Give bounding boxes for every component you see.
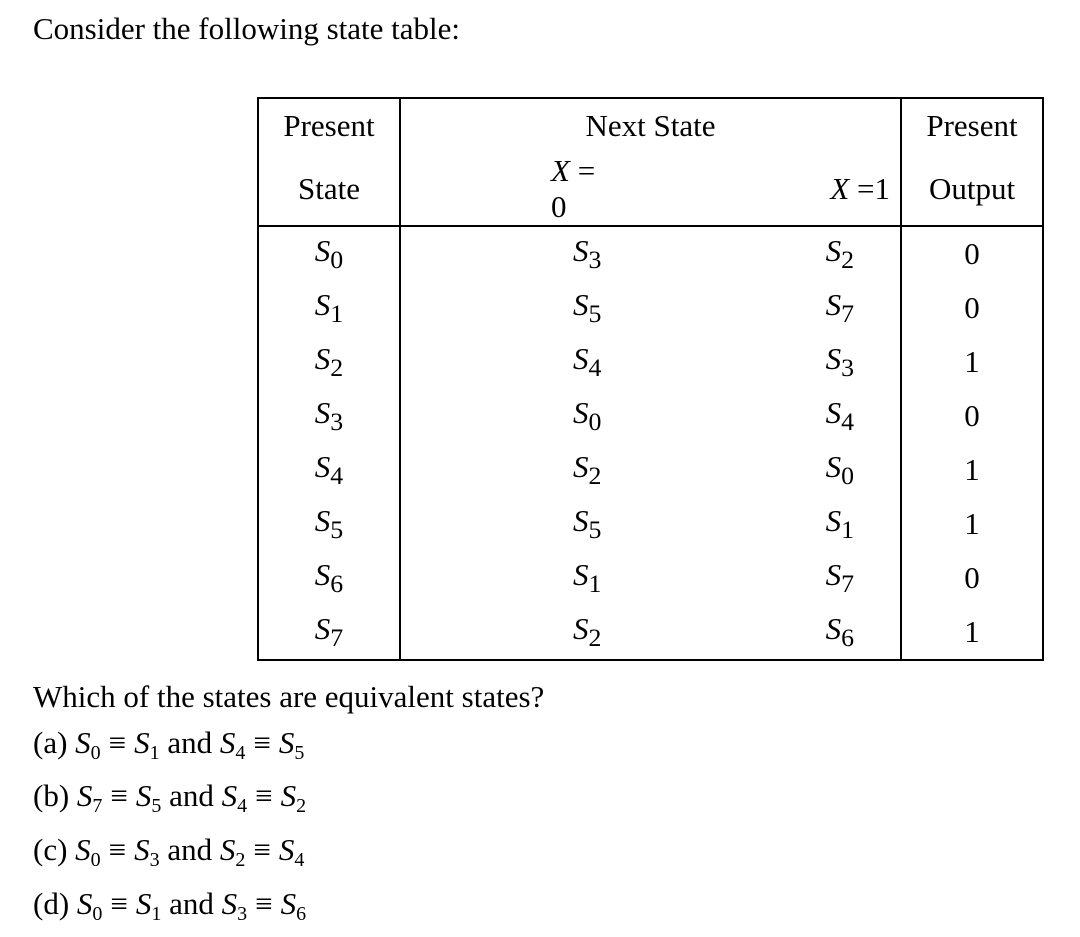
header-present-state-2: State	[258, 153, 400, 226]
present-state-cell: $S_5$	[258, 497, 400, 551]
state-table	[257, 97, 1042, 653]
next-state-x0-cell: $S_5$	[573, 502, 602, 545]
next-state-x1-cell: $S_4$	[825, 394, 854, 437]
header-present-output-2: Output	[901, 153, 1043, 226]
answer-option[interactable]: (a) $S_0 \equiv S_1$ and $S_4 \equiv S_5$	[33, 725, 305, 764]
present-output-cell: 0	[901, 281, 1043, 335]
option-label: (d)	[33, 886, 70, 921]
next-state-x1-cell: $S_7$	[825, 286, 854, 329]
next-state-x1-cell: $S_3$	[825, 340, 854, 383]
header-x1: X =1	[600, 153, 901, 226]
next-state-x0-cell: $S_2$	[573, 448, 602, 491]
next-state-x1-cell: $S_0$	[825, 448, 854, 491]
present-output-cell: 1	[901, 605, 1043, 660]
present-state-cell: $S_7$	[258, 605, 400, 660]
next-state-x0-cell: $S_4$	[573, 340, 602, 383]
present-output-cell: 1	[901, 497, 1043, 551]
present-state-cell: $S_0$	[258, 226, 400, 281]
present-output-cell: 1	[901, 443, 1043, 497]
table-row	[258, 551, 1043, 605]
present-output-cell: 0	[901, 551, 1043, 605]
present-state-cell: $S_1$	[258, 281, 400, 335]
present-output-cell: 1	[901, 335, 1043, 389]
header-present-output-1: Present	[901, 98, 1043, 153]
option-label: (b)	[33, 778, 70, 813]
table-row	[258, 443, 1043, 497]
answer-option[interactable]: (d) $S_0 \equiv S_1$ and $S_3 \equiv S_6$	[33, 886, 307, 925]
table-row	[258, 281, 1043, 335]
next-state-x0-cell: $S_0$	[573, 394, 602, 437]
next-state-x1-cell: $S_2$	[825, 232, 854, 275]
table-row	[258, 389, 1043, 443]
next-state-x1-cell: $S_7$	[825, 556, 854, 599]
option-label: (c)	[33, 832, 68, 867]
present-output-cell: 0	[901, 226, 1043, 281]
next-state-x0-cell: $S_5$	[573, 286, 602, 329]
header-next-state: Next State	[400, 98, 901, 153]
next-state-x1-cell: $S_6$	[600, 605, 901, 660]
present-state-cell: $S_3$	[258, 389, 400, 443]
header-x0: X = 0	[400, 153, 600, 226]
present-output-cell: 0	[901, 389, 1043, 443]
present-state-cell: $S_6$	[258, 551, 400, 605]
answer-option[interactable]: (c) $S_0 \equiv S_3$ and $S_2 \equiv S_4$	[33, 832, 305, 871]
next-state-x0-cell: $S_2$	[400, 605, 600, 660]
present-state-cell: $S_4$	[258, 443, 400, 497]
next-state-x1-cell: $S_1$	[825, 502, 854, 545]
answer-option[interactable]: (b) $S_7 \equiv S_5$ and $S_4 \equiv S_2$	[33, 778, 307, 817]
option-label: (a)	[33, 725, 68, 760]
question-text: Which of the states are equivalent states?	[33, 679, 545, 714]
table-row	[258, 226, 1043, 281]
header-present-state-1: Present	[258, 98, 400, 153]
intro-text: Consider the following state table:	[33, 11, 461, 46]
table-row	[258, 605, 1043, 660]
table-row	[258, 497, 1043, 551]
table-row	[258, 335, 1043, 389]
next-state-x0-cell: $S_1$	[573, 556, 602, 599]
next-state-x0-cell: $S_3$	[573, 232, 602, 275]
present-state-cell: $S_2$	[258, 335, 400, 389]
